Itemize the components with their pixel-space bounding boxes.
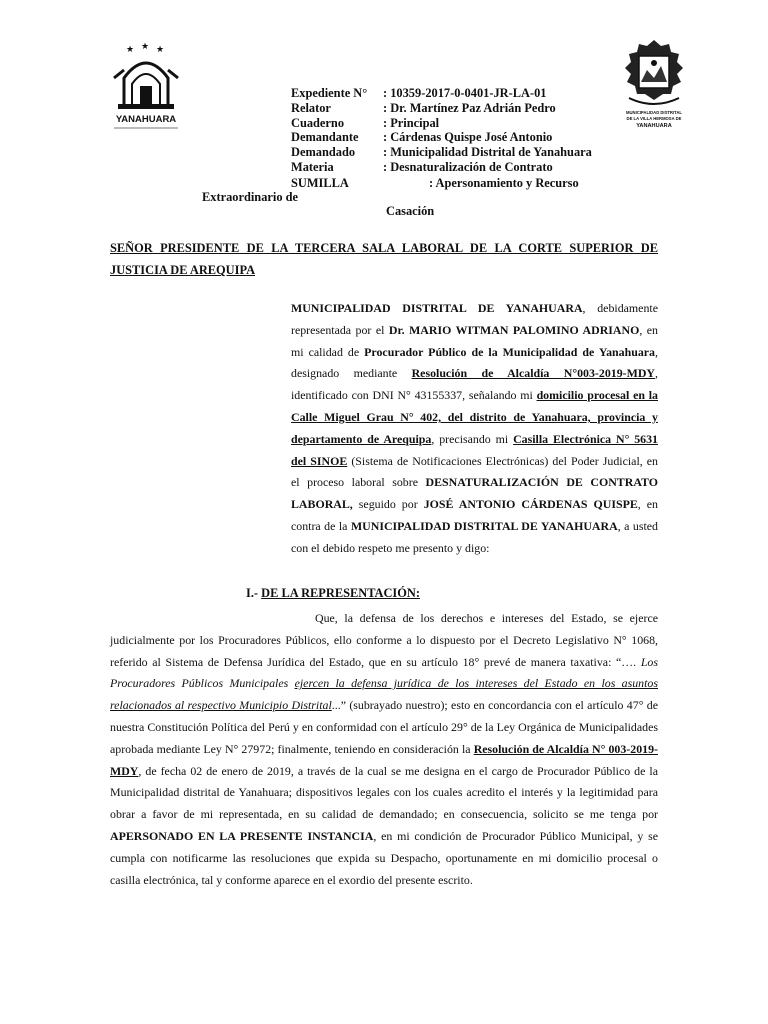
meta-key: Relator bbox=[291, 100, 331, 115]
intro-text: , designado mediante bbox=[291, 344, 658, 381]
sumilla-key: SUMILLA bbox=[291, 176, 349, 190]
meta-key: Cuaderno bbox=[291, 115, 345, 130]
intro-role: Procurador Público de la Municipalidad de Yanahuara bbox=[364, 344, 656, 359]
section-number: I.- bbox=[246, 586, 262, 600]
meta-row-demandado bbox=[291, 145, 592, 160]
meta-key: Demandado bbox=[291, 145, 356, 160]
meta-value: : Desnaturalización de Contrato bbox=[383, 159, 553, 174]
intro-plaintiff: JOSÉ ANTONIO CÁRDENAS QUISPE bbox=[423, 497, 638, 512]
meta-row-cuaderno bbox=[291, 116, 592, 131]
section-heading bbox=[246, 586, 420, 601]
intro-text: , en contra de la bbox=[291, 497, 658, 533]
svg-text:★: ★ bbox=[126, 44, 135, 54]
intro-text: , a usted con el debido respeto me presento y digo: bbox=[291, 518, 658, 555]
meta-row-expediente bbox=[291, 86, 592, 101]
body-text: Que, la defensa de los derechos e intereses del Estado, se ejerce judicialmente por los Procuradores Públicos, ello conforme a lo dispuesto por el Decreto Legislativo N° 1068, referido al Sistema de Defensa Jurídica del Estado, que en su artículo 18° prevé de manera taxativa: “…. bbox=[110, 611, 658, 669]
meta-value: : Dr. Martínez Paz Adrián Pedro bbox=[383, 100, 556, 115]
intro-text: (Sistema de Notificaciones Electrónicas) del Poder Judicial, en el proceso laboral sobre bbox=[291, 453, 658, 490]
intro-text: , en mi calidad de bbox=[291, 322, 658, 359]
body-text: , en mi condición de Procurador Público Municipal, y se cumpla con notificarme las resoluciones que expida su Despacho, oportunamente en mi domicilio procesal o casilla electrónica, tal y conforme aparece en el exordio del presente escrito. bbox=[110, 828, 658, 887]
intro-text: , precisando mi bbox=[431, 431, 514, 446]
intro-domicile: domicilio procesal en la Calle Miguel Grau N° 402, del distrito de Yanahuara, provincia y departamento de Arequipa bbox=[291, 388, 659, 446]
meta-key: Expediente N° bbox=[291, 86, 368, 100]
quote-text: Los Procuradores Públicos Municipales bbox=[110, 654, 658, 691]
svg-text:★: ★ bbox=[141, 41, 150, 51]
meta-key: Materia bbox=[291, 159, 334, 174]
yanahuara-logo bbox=[104, 40, 188, 132]
intro-defendant: MUNICIPALIDAD DISTRITAL DE YANAHUARA bbox=[350, 518, 618, 533]
body-text: , de fecha 02 de enero de 2019, a través de la cual se me designa en el cargo de Procurador Público de la Municipalidad distrital de Yanahuara; dispositivos legales con los cuales acredito el interés y la legitimidad para obrar a favor de mi representada, en su calidad de demandado; en consecuencia, solicito se me tenga por bbox=[110, 763, 658, 822]
intro-text: , debidamente representada por el bbox=[291, 301, 658, 337]
meta-row-materia bbox=[291, 160, 592, 175]
section-title: DE LA REPRESENTACIÓN: bbox=[261, 586, 420, 600]
sumilla-line-3: Casación bbox=[386, 204, 435, 218]
svg-text:MUNICIPALIDAD DISTRITAL: MUNICIPALIDAD DISTRITAL bbox=[626, 110, 682, 115]
body-text: ...” (subrayado nuestro); esto en concordancia con el artículo 47° de nuestra Constitución Política del Perú y en conformidad con el artículo 29° de la Ley Orgánica de Municipalidades aprobada mediante Ley N° 27972; finalmente, teniendo en consideración la bbox=[110, 698, 658, 756]
intro-casilla: Casilla Electrónica N° 5631 del SINOE bbox=[291, 431, 659, 468]
addressee-heading: SEÑOR PRESIDENTE DE LA TERCERA SALA LABORAL DE LA CORTE SUPERIOR DE JUSTICIA DE AREQUIPA bbox=[110, 241, 658, 277]
body-apersonado: APERSONADO EN LA PRESENTE INSTANCIA bbox=[110, 828, 374, 843]
meta-value: : 10359-2017-0-0401-JR-LA-01 bbox=[383, 86, 547, 100]
intro-resolution: Resolución de Alcaldía N°003-2019-MDY bbox=[411, 366, 656, 381]
body-paragraph bbox=[110, 608, 658, 891]
svg-text:YANAHUARA: YANAHUARA bbox=[636, 123, 672, 129]
logo-left-text: YANAHUARA bbox=[115, 114, 177, 125]
meta-value: : Cárdenas Quispe José Antonio bbox=[383, 130, 553, 145]
meta-value: : Principal bbox=[383, 115, 440, 130]
intro-attorney-name: Dr. MARIO WITMAN PALOMINO ADRIANO bbox=[388, 322, 640, 337]
case-metadata bbox=[291, 86, 592, 175]
intro-text: seguido por bbox=[352, 497, 424, 512]
svg-text:DE LA VILLA HERMOSA DE: DE LA VILLA HERMOSA DE bbox=[626, 116, 682, 121]
intro-paragraph bbox=[291, 298, 658, 560]
intro-text: , identificado con DNI N° 43155337, señalando mi bbox=[291, 366, 659, 403]
municipal-seal-logo bbox=[611, 36, 697, 132]
sumilla-value: : Apersonamiento y Recurso bbox=[429, 176, 579, 190]
meta-row-demandante bbox=[291, 130, 592, 145]
intro-matter: DESNATURALIZACIÓN DE CONTRATO LABORAL, bbox=[291, 475, 658, 512]
sumilla-line-2: Extraordinario de bbox=[202, 190, 299, 204]
quote-underlined: ejercen la defensa jurídica de los intereses del Estado en los asuntos relacionados al respectivo Municipio Distrital bbox=[110, 676, 659, 713]
svg-text:★: ★ bbox=[156, 44, 165, 54]
meta-value: : Municipalidad Distrital de Yanahuara bbox=[383, 145, 592, 160]
meta-row-relator bbox=[291, 101, 592, 116]
intro-party: MUNICIPALIDAD DISTRITAL DE YANAHUARA bbox=[291, 301, 583, 315]
meta-key: Demandante bbox=[291, 130, 359, 145]
body-resolution: Resolución de Alcaldía N° 003-2019-MDY bbox=[110, 741, 658, 778]
